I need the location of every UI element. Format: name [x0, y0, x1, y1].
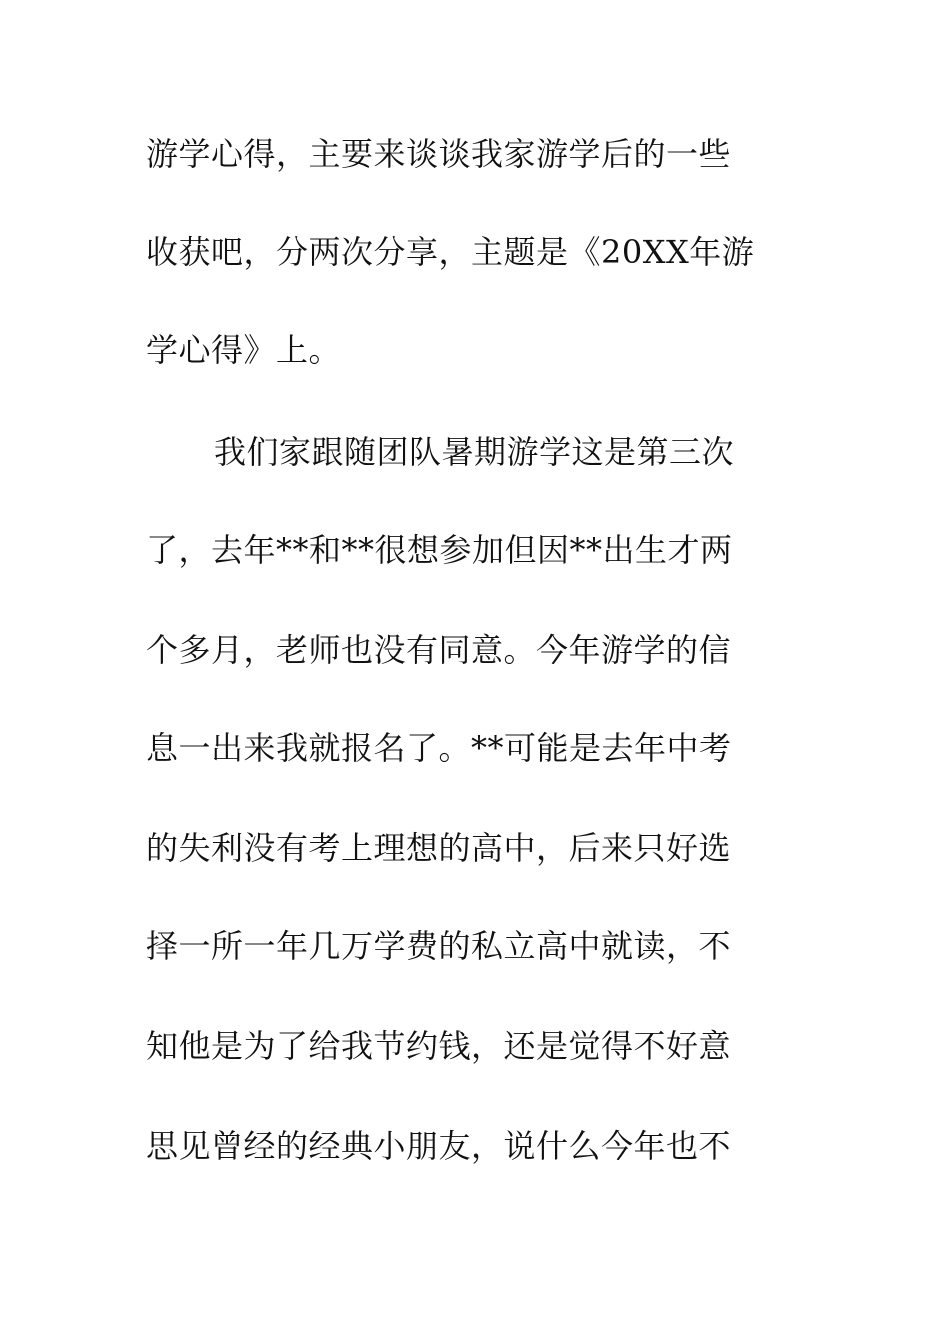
text-line: 了，去年**和**很想参加但因**出生才两: [146, 531, 733, 569]
text-line: 收获吧，分两次分享，主题是《20XX年游: [146, 233, 755, 271]
text-line: 思见曾经的经典小朋友，说什么今年也不: [146, 1127, 732, 1165]
text-line: 的失利没有考上理想的高中，后来只好选: [146, 829, 732, 867]
text-line: 个多月，老师也没有同意。今年游学的信: [146, 631, 732, 669]
text-line: 知他是为了给我节约钱，还是觉得不好意: [146, 1027, 732, 1065]
paragraph-first-line: 我们家跟随团队暑期游学这是第三次: [214, 433, 735, 471]
text-line: 学心得》上。: [146, 331, 342, 369]
text-line: 择一所一年几万学费的私立高中就读，不: [146, 927, 732, 965]
text-line: 游学心得，主要来谈谈我家游学后的一些: [146, 135, 732, 173]
text-line: 息一出来我就报名了。**可能是去年中考: [146, 729, 732, 767]
